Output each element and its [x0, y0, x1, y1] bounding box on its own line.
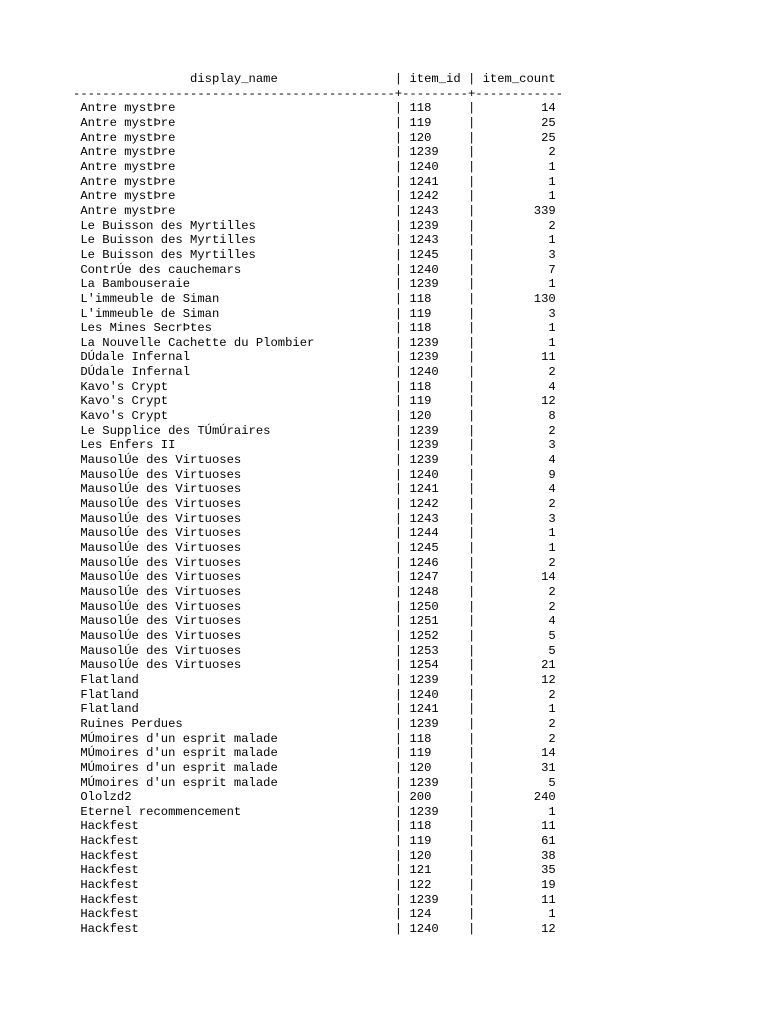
table-row — [73, 131, 563, 146]
cell-display-name: Hackfest | — [73, 922, 403, 937]
cell-item-id: 1245 | — [402, 541, 476, 555]
table-header-row — [73, 72, 563, 87]
table-row — [73, 717, 563, 732]
cell-display-name: Kavo's Crypt | — [73, 379, 403, 394]
table-row — [73, 541, 563, 556]
cell-item-id: 118 | — [402, 731, 476, 746]
table-row — [73, 160, 563, 175]
table-row — [73, 907, 563, 922]
cell-item-count: 2 — [475, 423, 556, 438]
cell-display-name: Le Supplice des TÚmÚraires | — [73, 423, 403, 438]
table-row — [73, 365, 563, 380]
table-row — [73, 790, 563, 805]
cell-item-id: 1241 | — [402, 482, 476, 497]
cell-item-count: 2 — [475, 731, 556, 746]
cell-display-name: ContrÚe des cauchemars | — [73, 262, 403, 277]
cell-display-name: Flatland | — [73, 687, 403, 702]
cell-item-count: 4 — [475, 453, 556, 468]
cell-item-id: 1239 | — [402, 438, 476, 453]
cell-item-id: 124 | — [402, 907, 476, 922]
cell-item-id: 118 | — [402, 101, 476, 116]
cell-display-name: MÚmoires d'un esprit malade | — [73, 775, 403, 790]
cell-display-name: Antre mystÞre | — [73, 203, 403, 218]
table-row — [73, 233, 563, 248]
cell-item-count: 5 — [475, 628, 556, 643]
cell-display-name: Le Buisson des Myrtilles | — [73, 218, 403, 233]
cell-display-name: Antre mystÞre | — [73, 189, 403, 204]
cell-item-id: 118 | — [402, 819, 476, 834]
cell-item-count: 2 — [475, 497, 556, 512]
cell-item-id: 1242 | — [402, 497, 476, 512]
cell-item-id: 118 | — [402, 291, 476, 306]
table-row — [73, 922, 563, 937]
table-row — [73, 629, 563, 644]
cell-item-count: 1 — [475, 541, 556, 555]
table-row — [73, 468, 563, 483]
table-row — [73, 380, 563, 395]
table-row — [73, 204, 563, 219]
cell-display-name: MausolÚe des Virtuoses | — [73, 526, 403, 541]
cell-display-name: Hackfest | — [73, 819, 403, 834]
table-row — [73, 263, 563, 278]
cell-item-count: 3 — [475, 306, 556, 321]
cell-item-id: 120 | — [402, 130, 476, 145]
cell-display-name: MausolÚe des Virtuoses | — [73, 541, 403, 555]
cell-display-name: MausolÚe des Virtuoses | — [73, 497, 403, 512]
cell-item-id: 1240 | — [402, 687, 476, 702]
table-row — [73, 292, 563, 307]
cell-item-id: 1240 | — [402, 922, 476, 937]
cell-item-id: 1239 | — [402, 775, 476, 790]
cell-item-id: 120 | — [402, 848, 476, 863]
table-row — [73, 116, 563, 131]
cell-display-name: MausolÚe des Virtuoses | — [73, 628, 403, 643]
cell-item-count: 2 — [475, 599, 556, 614]
cell-display-name: Antre mystÞre | — [73, 145, 403, 160]
cell-display-name: L'immeuble de Siman | — [73, 306, 403, 321]
cell-item-id: 118 | — [402, 321, 476, 336]
table-row — [73, 321, 563, 336]
cell-display-name: MÚmoires d'un esprit malade | — [73, 731, 403, 746]
cell-item-id: 120 | — [402, 409, 476, 424]
table-row — [73, 819, 563, 834]
cell-item-count: 25 — [475, 115, 556, 130]
cell-item-count: 14 — [475, 570, 556, 585]
cell-item-id: 200 | — [402, 790, 476, 805]
cell-display-name: Le Buisson des Myrtilles | — [73, 233, 403, 248]
cell-item-count: 2 — [475, 555, 556, 570]
cell-display-name: MausolÚe des Virtuoses | — [73, 570, 403, 585]
table-row — [73, 409, 563, 424]
cell-item-id: 1241 | — [402, 702, 476, 717]
table-row — [73, 776, 563, 791]
table-row — [73, 644, 563, 659]
cell-item-count: 31 — [475, 760, 556, 775]
cell-item-count: 1 — [475, 804, 556, 819]
cell-item-count: 12 — [475, 394, 556, 409]
cell-item-id: 119 | — [402, 746, 476, 761]
cell-item-count: 2 — [475, 145, 556, 160]
cell-item-count: 1 — [475, 174, 556, 189]
cell-item-count: 21 — [475, 658, 556, 673]
cell-display-name: Hackfest | — [73, 863, 403, 878]
cell-item-id: 1240 | — [402, 467, 476, 482]
cell-item-count: 8 — [475, 409, 556, 424]
cell-item-id: 1251 | — [402, 614, 476, 629]
table-row — [73, 570, 563, 585]
cell-item-count: 25 — [475, 130, 556, 145]
cell-item-id: 118 | — [402, 379, 476, 394]
cell-item-count: 1 — [475, 907, 556, 922]
table-row — [73, 761, 563, 776]
cell-display-name: DÚdale Infernal | — [73, 365, 403, 380]
cell-item-id: 1254 | — [402, 658, 476, 673]
cell-display-name: Antre mystÞre | — [73, 159, 403, 174]
header-item-id: item_id | — [402, 72, 476, 86]
cell-display-name: Flatland | — [73, 702, 403, 717]
cell-item-id: 119 | — [402, 834, 476, 849]
cell-item-count: 3 — [475, 511, 556, 526]
cell-item-count: 1 — [475, 159, 556, 174]
table-row — [73, 585, 563, 600]
cell-display-name: MausolÚe des Virtuoses | — [73, 599, 403, 614]
cell-item-count: 5 — [475, 643, 556, 658]
cell-item-id: 1239 | — [402, 218, 476, 233]
table-row — [73, 834, 563, 849]
cell-item-id: 119 | — [402, 306, 476, 321]
cell-item-id: 1239 | — [402, 716, 476, 731]
table-body — [73, 101, 563, 936]
cell-item-count: 130 — [475, 291, 556, 306]
cell-item-id: 1239 | — [402, 453, 476, 468]
table-row — [73, 732, 563, 747]
table-row — [73, 878, 563, 893]
table-row — [73, 277, 563, 292]
cell-item-id: 1250 | — [402, 599, 476, 614]
cell-display-name: MausolÚe des Virtuoses | — [73, 658, 403, 673]
cell-item-id: 1245 | — [402, 247, 476, 262]
cell-display-name: MausolÚe des Virtuoses | — [73, 453, 403, 468]
cell-item-id: 1253 | — [402, 643, 476, 658]
table-row — [73, 658, 563, 673]
cell-item-id: 1246 | — [402, 555, 476, 570]
cell-item-id: 1239 | — [402, 423, 476, 438]
cell-item-id: 1239 | — [402, 804, 476, 819]
cell-display-name: Antre mystÞre | — [73, 130, 403, 145]
table-row — [73, 438, 563, 453]
cell-item-count: 5 — [475, 775, 556, 790]
cell-item-count: 35 — [475, 863, 556, 878]
cell-display-name: Hackfest | — [73, 907, 403, 922]
table-row — [73, 350, 563, 365]
cell-item-id: 1239 | — [402, 277, 476, 292]
cell-item-count: 1 — [475, 526, 556, 541]
header-separator: --------------------------------------------+---------+------------ — [73, 86, 564, 101]
cell-item-count: 1 — [475, 233, 556, 248]
cell-item-id: 1240 | — [402, 365, 476, 380]
cell-item-id: 1239 | — [402, 350, 476, 365]
cell-display-name: MausolÚe des Virtuoses | — [73, 584, 403, 599]
cell-item-count: 7 — [475, 262, 556, 277]
cell-display-name: Kavo's Crypt | — [73, 409, 403, 424]
query-result-table — [73, 72, 563, 937]
cell-item-count: 2 — [475, 584, 556, 599]
cell-item-id: 1239 | — [402, 335, 476, 350]
table-row — [73, 688, 563, 703]
table-row — [73, 307, 563, 322]
cell-item-id: 1244 | — [402, 526, 476, 541]
table-row — [73, 219, 563, 234]
table-row — [73, 526, 563, 541]
header-display-name: display_name | — [73, 72, 403, 86]
table-row — [73, 424, 563, 439]
table-row — [73, 497, 563, 512]
table-row — [73, 849, 563, 864]
cell-item-count: 11 — [475, 350, 556, 365]
table-row — [73, 614, 563, 629]
cell-display-name: Hackfest | — [73, 848, 403, 863]
cell-display-name: Hackfest | — [73, 878, 403, 893]
cell-display-name: MÚmoires d'un esprit malade | — [73, 746, 403, 761]
table-row — [73, 746, 563, 761]
cell-item-id: 1240 | — [402, 262, 476, 277]
cell-item-count: 11 — [475, 819, 556, 834]
cell-display-name: Kavo's Crypt | — [73, 394, 403, 409]
cell-display-name: MausolÚe des Virtuoses | — [73, 614, 403, 629]
table-row — [73, 145, 563, 160]
cell-item-count: 61 — [475, 834, 556, 849]
cell-item-id: 1247 | — [402, 570, 476, 585]
cell-item-count: 9 — [475, 467, 556, 482]
cell-display-name: Hackfest | — [73, 892, 403, 907]
cell-display-name: Antre mystÞre | — [73, 174, 403, 189]
cell-item-count: 3 — [475, 247, 556, 262]
cell-item-id: 1243 | — [402, 203, 476, 218]
cell-item-count: 1 — [475, 277, 556, 292]
cell-item-id: 1243 | — [402, 233, 476, 248]
table-row — [73, 556, 563, 571]
cell-display-name: Hackfest | — [73, 834, 403, 849]
cell-item-count: 2 — [475, 716, 556, 731]
cell-display-name: Les Enfers II | — [73, 438, 403, 453]
cell-item-id: 122 | — [402, 878, 476, 893]
table-row — [73, 482, 563, 497]
cell-display-name: Ololzd2 | — [73, 790, 403, 805]
cell-item-count: 2 — [475, 687, 556, 702]
table-row — [73, 394, 563, 409]
table-row — [73, 893, 563, 908]
cell-item-count: 1 — [475, 189, 556, 204]
table-row — [73, 863, 563, 878]
cell-item-id: 1252 | — [402, 628, 476, 643]
cell-item-count: 14 — [475, 101, 556, 116]
cell-display-name: Eternel recommencement | — [73, 804, 403, 819]
cell-item-count: 1 — [475, 335, 556, 350]
table-row — [73, 175, 563, 190]
cell-display-name: L'immeuble de Siman | — [73, 291, 403, 306]
cell-item-count: 2 — [475, 218, 556, 233]
cell-display-name: DÚdale Infernal | — [73, 350, 403, 365]
header-item-count: item_count — [475, 72, 556, 86]
cell-display-name: Ruines Perdues | — [73, 716, 403, 731]
cell-display-name: Antre mystÞre | — [73, 115, 403, 130]
table-row — [73, 600, 563, 615]
cell-item-count: 38 — [475, 848, 556, 863]
cell-item-count: 240 — [475, 790, 556, 805]
cell-item-id: 120 | — [402, 760, 476, 775]
table-row — [73, 189, 563, 204]
cell-item-count: 1 — [475, 702, 556, 717]
cell-item-id: 1239 | — [402, 145, 476, 160]
cell-display-name: MausolÚe des Virtuoses | — [73, 555, 403, 570]
cell-display-name: La Bambouseraie | — [73, 277, 403, 292]
cell-item-count: 339 — [475, 203, 556, 218]
cell-item-count: 12 — [475, 922, 556, 937]
cell-item-id: 1248 | — [402, 584, 476, 599]
cell-display-name: La Nouvelle Cachette du Plombier | — [73, 335, 403, 350]
table-row — [73, 702, 563, 717]
cell-display-name: MausolÚe des Virtuoses | — [73, 511, 403, 526]
table-row — [73, 336, 563, 351]
cell-display-name: Flatland | — [73, 672, 403, 687]
cell-display-name: MausolÚe des Virtuoses | — [73, 643, 403, 658]
cell-item-id: 119 | — [402, 115, 476, 130]
cell-item-count: 19 — [475, 878, 556, 893]
cell-item-id: 1239 | — [402, 892, 476, 907]
cell-item-id: 1240 | — [402, 159, 476, 174]
cell-display-name: MausolÚe des Virtuoses | — [73, 467, 403, 482]
cell-item-id: 121 | — [402, 863, 476, 878]
cell-item-id: 1239 | — [402, 672, 476, 687]
cell-item-count: 3 — [475, 438, 556, 453]
table-row — [73, 248, 563, 263]
table-row — [73, 101, 563, 116]
cell-item-id: 1241 | — [402, 174, 476, 189]
cell-item-count: 1 — [475, 321, 556, 336]
cell-display-name: MÚmoires d'un esprit malade | — [73, 760, 403, 775]
cell-item-count: 14 — [475, 746, 556, 761]
cell-item-count: 11 — [475, 892, 556, 907]
table-row — [73, 805, 563, 820]
cell-display-name: Le Buisson des Myrtilles | — [73, 247, 403, 262]
cell-item-id: 119 | — [402, 394, 476, 409]
cell-display-name: Les Mines SecrÞtes | — [73, 321, 403, 336]
table-row — [73, 673, 563, 688]
cell-item-id: 1243 | — [402, 511, 476, 526]
cell-item-count: 2 — [475, 365, 556, 380]
table-row — [73, 512, 563, 527]
cell-display-name: Antre mystÞre | — [73, 101, 403, 116]
table-row — [73, 453, 563, 468]
cell-item-count: 4 — [475, 614, 556, 629]
cell-item-id: 1242 | — [402, 189, 476, 204]
cell-item-count: 4 — [475, 379, 556, 394]
cell-item-count: 4 — [475, 482, 556, 497]
cell-item-count: 12 — [475, 672, 556, 687]
cell-display-name: MausolÚe des Virtuoses | — [73, 482, 403, 497]
